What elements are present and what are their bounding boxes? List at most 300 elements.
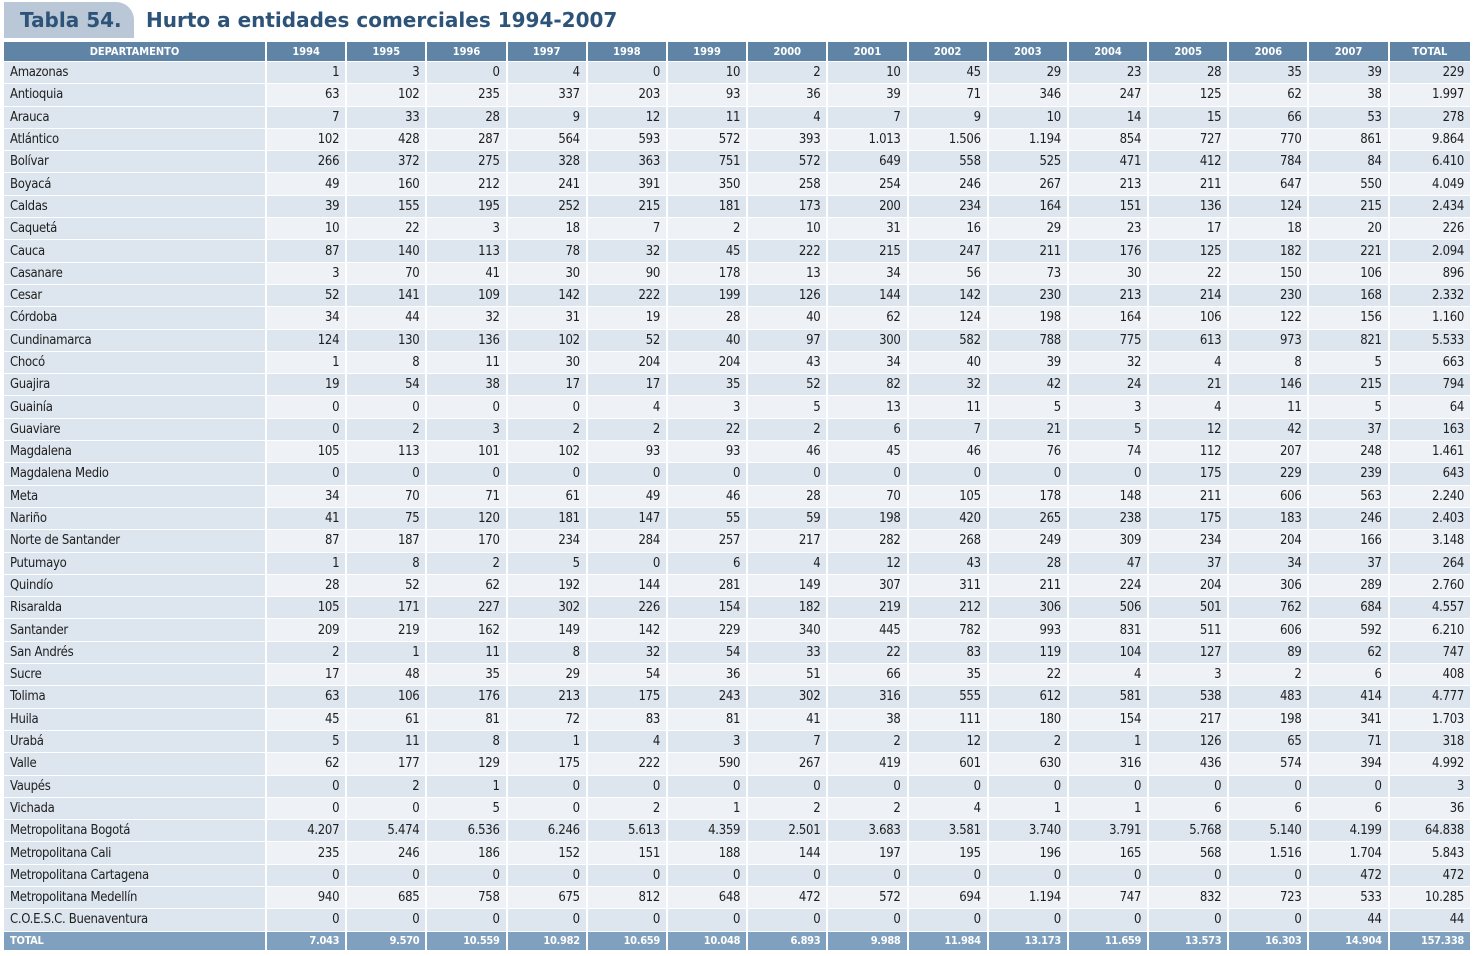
value-cell: 0 bbox=[588, 776, 668, 798]
value-cell: 32 bbox=[588, 240, 668, 262]
value-cell: 74 bbox=[1069, 441, 1149, 463]
value-cell: 20 bbox=[1309, 218, 1389, 240]
value-cell: 211 bbox=[989, 575, 1069, 597]
value-cell: 215 bbox=[828, 240, 908, 262]
value-cell: 243 bbox=[668, 686, 748, 708]
value-cell: 136 bbox=[427, 330, 507, 352]
value-cell: 3 bbox=[1069, 396, 1149, 418]
value-cell: 4.777 bbox=[1390, 686, 1470, 708]
value-cell: 436 bbox=[1149, 753, 1229, 775]
value-cell: 214 bbox=[1149, 285, 1229, 307]
value-cell: 34 bbox=[1229, 553, 1309, 575]
department-cell: Urabá bbox=[4, 731, 267, 753]
value-cell: 0 bbox=[1149, 865, 1229, 887]
value-cell: 4.359 bbox=[668, 820, 748, 842]
value-cell: 215 bbox=[588, 196, 668, 218]
value-cell: 113 bbox=[427, 240, 507, 262]
value-cell: 31 bbox=[508, 307, 588, 329]
value-cell: 204 bbox=[1149, 575, 1229, 597]
value-cell: 0 bbox=[909, 463, 989, 485]
table-row bbox=[4, 330, 1470, 352]
value-cell: 275 bbox=[427, 151, 507, 173]
value-cell: 41 bbox=[427, 263, 507, 285]
value-cell: 550 bbox=[1309, 173, 1389, 195]
value-cell: 8 bbox=[427, 731, 507, 753]
value-cell: 4 bbox=[588, 731, 668, 753]
value-cell: 896 bbox=[1390, 263, 1470, 285]
table-row bbox=[4, 820, 1470, 842]
table-row bbox=[4, 285, 1470, 307]
value-cell: 51 bbox=[748, 664, 828, 686]
value-cell: 125 bbox=[1149, 240, 1229, 262]
value-cell: 252 bbox=[508, 196, 588, 218]
value-cell: 0 bbox=[588, 553, 668, 575]
table-row bbox=[4, 129, 1470, 151]
value-cell: 832 bbox=[1149, 887, 1229, 909]
value-cell: 204 bbox=[588, 352, 668, 374]
value-cell: 34 bbox=[267, 307, 347, 329]
value-cell: 0 bbox=[267, 865, 347, 887]
department-cell: Meta bbox=[4, 486, 267, 508]
value-cell: 2 bbox=[347, 776, 427, 798]
value-cell: 7 bbox=[588, 218, 668, 240]
value-cell: 33 bbox=[347, 107, 427, 129]
value-cell: 337 bbox=[508, 84, 588, 106]
value-cell: 19 bbox=[267, 374, 347, 396]
value-cell: 211 bbox=[1149, 173, 1229, 195]
value-cell: 316 bbox=[1069, 753, 1149, 775]
value-cell: 72 bbox=[508, 709, 588, 731]
value-cell: 198 bbox=[989, 307, 1069, 329]
value-cell: 238 bbox=[1069, 508, 1149, 530]
value-cell: 154 bbox=[668, 597, 748, 619]
value-cell: 8 bbox=[347, 553, 427, 575]
value-cell: 0 bbox=[748, 909, 828, 931]
value-cell: 71 bbox=[427, 486, 507, 508]
table-row bbox=[4, 887, 1470, 909]
value-cell: 675 bbox=[508, 887, 588, 909]
value-cell: 6 bbox=[1309, 664, 1389, 686]
value-cell: 150 bbox=[1229, 263, 1309, 285]
value-cell: 1 bbox=[1069, 731, 1149, 753]
value-cell: 30 bbox=[508, 352, 588, 374]
column-header-2007: 2007 bbox=[1309, 42, 1389, 62]
value-cell: 230 bbox=[989, 285, 1069, 307]
department-cell: Boyacá bbox=[4, 173, 267, 195]
value-cell: 65 bbox=[1229, 731, 1309, 753]
value-cell: 0 bbox=[347, 909, 427, 931]
value-cell: 35 bbox=[668, 374, 748, 396]
value-cell: 747 bbox=[1069, 887, 1149, 909]
value-cell: 54 bbox=[347, 374, 427, 396]
value-cell: 0 bbox=[427, 909, 507, 931]
department-cell: Guajira bbox=[4, 374, 267, 396]
column-header-1996: 1996 bbox=[427, 42, 507, 62]
value-cell: 0 bbox=[508, 396, 588, 418]
value-cell: 59 bbox=[748, 508, 828, 530]
value-cell: 38 bbox=[1309, 84, 1389, 106]
value-cell: 155 bbox=[347, 196, 427, 218]
value-cell: 47 bbox=[1069, 553, 1149, 575]
value-cell: 6 bbox=[1149, 798, 1229, 820]
value-cell: 241 bbox=[508, 173, 588, 195]
value-cell: 3 bbox=[427, 218, 507, 240]
value-cell: 29 bbox=[508, 664, 588, 686]
table-row bbox=[4, 352, 1470, 374]
value-cell: 1.461 bbox=[1390, 441, 1470, 463]
value-cell: 538 bbox=[1149, 686, 1229, 708]
value-cell: 42 bbox=[1229, 419, 1309, 441]
value-cell: 2 bbox=[267, 642, 347, 664]
table-row bbox=[4, 441, 1470, 463]
value-cell: 93 bbox=[668, 441, 748, 463]
department-cell: Valle bbox=[4, 753, 267, 775]
value-cell: 182 bbox=[748, 597, 828, 619]
value-cell: 62 bbox=[828, 307, 908, 329]
value-cell: 106 bbox=[347, 686, 427, 708]
value-cell: 78 bbox=[508, 240, 588, 262]
column-header-1999: 1999 bbox=[668, 42, 748, 62]
value-cell: 45 bbox=[909, 62, 989, 84]
table-row bbox=[4, 553, 1470, 575]
value-cell: 40 bbox=[668, 330, 748, 352]
value-cell: 45 bbox=[267, 709, 347, 731]
value-cell: 0 bbox=[1229, 909, 1309, 931]
table-row bbox=[4, 463, 1470, 485]
value-cell: 590 bbox=[668, 753, 748, 775]
value-cell: 154 bbox=[1069, 709, 1149, 731]
value-cell: 221 bbox=[1309, 240, 1389, 262]
value-cell: 45 bbox=[828, 441, 908, 463]
department-cell: Vaupés bbox=[4, 776, 267, 798]
value-cell: 5 bbox=[1309, 352, 1389, 374]
value-cell: 178 bbox=[668, 263, 748, 285]
value-cell: 782 bbox=[909, 619, 989, 641]
value-cell: 394 bbox=[1309, 753, 1389, 775]
column-header-department: DEPARTAMENTO bbox=[4, 42, 267, 62]
value-cell: 0 bbox=[748, 463, 828, 485]
value-cell: 4.049 bbox=[1390, 173, 1470, 195]
value-cell: 175 bbox=[1149, 508, 1229, 530]
value-cell: 33 bbox=[748, 642, 828, 664]
value-cell: 300 bbox=[828, 330, 908, 352]
value-cell: 22 bbox=[989, 664, 1069, 686]
value-cell: 170 bbox=[427, 530, 507, 552]
value-cell: 165 bbox=[1069, 842, 1149, 864]
department-cell: Arauca bbox=[4, 107, 267, 129]
value-cell: 171 bbox=[347, 597, 427, 619]
value-cell: 445 bbox=[828, 619, 908, 641]
value-cell: 83 bbox=[909, 642, 989, 664]
value-cell: 0 bbox=[668, 776, 748, 798]
value-cell: 62 bbox=[1309, 642, 1389, 664]
value-cell: 8 bbox=[347, 352, 427, 374]
value-cell: 49 bbox=[588, 486, 668, 508]
value-cell: 52 bbox=[347, 575, 427, 597]
total-value-cell: 16.303 bbox=[1229, 932, 1309, 951]
table-number-tab: Tabla 54. bbox=[4, 2, 134, 38]
value-cell: 28 bbox=[1149, 62, 1229, 84]
value-cell: 234 bbox=[1149, 530, 1229, 552]
value-cell: 217 bbox=[748, 530, 828, 552]
value-cell: 311 bbox=[909, 575, 989, 597]
value-cell: 0 bbox=[1149, 776, 1229, 798]
department-cell: Cauca bbox=[4, 240, 267, 262]
value-cell: 4 bbox=[1149, 396, 1229, 418]
value-cell: 102 bbox=[508, 441, 588, 463]
department-cell: Santander bbox=[4, 619, 267, 641]
department-cell: Cundinamarca bbox=[4, 330, 267, 352]
value-cell: 2.434 bbox=[1390, 196, 1470, 218]
value-cell: 0 bbox=[267, 798, 347, 820]
department-cell: Magdalena Medio bbox=[4, 463, 267, 485]
value-cell: 306 bbox=[989, 597, 1069, 619]
value-cell: 222 bbox=[588, 285, 668, 307]
value-cell: 195 bbox=[427, 196, 507, 218]
value-cell: 10 bbox=[828, 62, 908, 84]
value-cell: 36 bbox=[668, 664, 748, 686]
value-cell: 0 bbox=[989, 776, 1069, 798]
value-cell: 5 bbox=[989, 396, 1069, 418]
value-cell: 112 bbox=[1149, 441, 1229, 463]
value-cell: 5 bbox=[508, 553, 588, 575]
value-cell: 246 bbox=[1309, 508, 1389, 530]
value-cell: 63 bbox=[267, 84, 347, 106]
value-cell: 31 bbox=[828, 218, 908, 240]
value-cell: 90 bbox=[588, 263, 668, 285]
value-cell: 3 bbox=[668, 731, 748, 753]
value-cell: 4 bbox=[1149, 352, 1229, 374]
value-cell: 6.410 bbox=[1390, 151, 1470, 173]
value-cell: 142 bbox=[508, 285, 588, 307]
table-row bbox=[4, 107, 1470, 129]
value-cell: 219 bbox=[828, 597, 908, 619]
table-row bbox=[4, 530, 1470, 552]
value-cell: 3.740 bbox=[989, 820, 1069, 842]
value-cell: 5.843 bbox=[1390, 842, 1470, 864]
value-cell: 472 bbox=[1390, 865, 1470, 887]
value-cell: 227 bbox=[427, 597, 507, 619]
value-cell: 73 bbox=[989, 263, 1069, 285]
value-cell: 177 bbox=[347, 753, 427, 775]
value-cell: 0 bbox=[427, 396, 507, 418]
value-cell: 5.768 bbox=[1149, 820, 1229, 842]
value-cell: 113 bbox=[347, 441, 427, 463]
value-cell: 289 bbox=[1309, 575, 1389, 597]
value-cell: 248 bbox=[1309, 441, 1389, 463]
value-cell: 173 bbox=[748, 196, 828, 218]
value-cell: 164 bbox=[1069, 307, 1149, 329]
value-cell: 0 bbox=[508, 463, 588, 485]
value-cell: 4 bbox=[748, 107, 828, 129]
value-cell: 0 bbox=[1069, 865, 1149, 887]
value-cell: 120 bbox=[427, 508, 507, 530]
value-cell: 122 bbox=[1229, 307, 1309, 329]
value-cell: 35 bbox=[1229, 62, 1309, 84]
value-cell: 18 bbox=[1229, 218, 1309, 240]
value-cell: 45 bbox=[668, 240, 748, 262]
value-cell: 0 bbox=[508, 798, 588, 820]
department-cell: Putumayo bbox=[4, 553, 267, 575]
value-cell: 4 bbox=[1069, 664, 1149, 686]
value-cell: 21 bbox=[1149, 374, 1229, 396]
table-row bbox=[4, 909, 1470, 931]
value-cell: 226 bbox=[588, 597, 668, 619]
value-cell: 246 bbox=[909, 173, 989, 195]
value-cell: 192 bbox=[508, 575, 588, 597]
value-cell: 861 bbox=[1309, 129, 1389, 151]
value-cell: 199 bbox=[668, 285, 748, 307]
value-cell: 219 bbox=[347, 619, 427, 641]
department-cell: Caquetá bbox=[4, 218, 267, 240]
value-cell: 160 bbox=[347, 173, 427, 195]
value-cell: 663 bbox=[1390, 352, 1470, 374]
column-header-2002: 2002 bbox=[909, 42, 989, 62]
value-cell: 483 bbox=[1229, 686, 1309, 708]
value-cell: 151 bbox=[588, 842, 668, 864]
value-cell: 0 bbox=[588, 865, 668, 887]
value-cell: 10 bbox=[748, 218, 828, 240]
value-cell: 758 bbox=[427, 887, 507, 909]
table-row bbox=[4, 865, 1470, 887]
value-cell: 141 bbox=[347, 285, 427, 307]
value-cell: 124 bbox=[267, 330, 347, 352]
value-cell: 3 bbox=[1149, 664, 1229, 686]
value-cell: 1.703 bbox=[1390, 709, 1470, 731]
value-cell: 420 bbox=[909, 508, 989, 530]
value-cell: 0 bbox=[427, 463, 507, 485]
value-cell: 1 bbox=[347, 642, 427, 664]
value-cell: 196 bbox=[989, 842, 1069, 864]
value-cell: 0 bbox=[427, 62, 507, 84]
value-cell: 24 bbox=[1069, 374, 1149, 396]
value-cell: 267 bbox=[989, 173, 1069, 195]
value-cell: 32 bbox=[427, 307, 507, 329]
value-cell: 87 bbox=[267, 240, 347, 262]
value-cell: 62 bbox=[427, 575, 507, 597]
table-row bbox=[4, 575, 1470, 597]
value-cell: 940 bbox=[267, 887, 347, 909]
value-cell: 0 bbox=[748, 865, 828, 887]
department-cell: Chocó bbox=[4, 352, 267, 374]
value-cell: 34 bbox=[267, 486, 347, 508]
value-cell: 102 bbox=[347, 84, 427, 106]
value-cell: 2.760 bbox=[1390, 575, 1470, 597]
value-cell: 0 bbox=[828, 463, 908, 485]
value-cell: 2 bbox=[1229, 664, 1309, 686]
table-header-row bbox=[4, 42, 1470, 62]
value-cell: 18 bbox=[508, 218, 588, 240]
value-cell: 281 bbox=[668, 575, 748, 597]
value-cell: 302 bbox=[748, 686, 828, 708]
value-cell: 181 bbox=[668, 196, 748, 218]
value-cell: 22 bbox=[828, 642, 908, 664]
value-cell: 186 bbox=[427, 842, 507, 864]
value-cell: 56 bbox=[909, 263, 989, 285]
department-cell: Huila bbox=[4, 709, 267, 731]
value-cell: 821 bbox=[1309, 330, 1389, 352]
value-cell: 0 bbox=[909, 909, 989, 931]
value-cell: 775 bbox=[1069, 330, 1149, 352]
value-cell: 195 bbox=[909, 842, 989, 864]
value-cell: 70 bbox=[347, 263, 427, 285]
value-cell: 3.791 bbox=[1069, 820, 1149, 842]
value-cell: 178 bbox=[989, 486, 1069, 508]
value-cell: 144 bbox=[828, 285, 908, 307]
value-cell: 30 bbox=[1069, 263, 1149, 285]
value-cell: 572 bbox=[748, 151, 828, 173]
value-cell: 176 bbox=[1069, 240, 1149, 262]
table-row bbox=[4, 218, 1470, 240]
value-cell: 142 bbox=[588, 619, 668, 641]
value-cell: 105 bbox=[909, 486, 989, 508]
value-cell: 197 bbox=[828, 842, 908, 864]
department-cell: Cesar bbox=[4, 285, 267, 307]
value-cell: 32 bbox=[1069, 352, 1149, 374]
value-cell: 0 bbox=[909, 865, 989, 887]
value-cell: 3 bbox=[347, 62, 427, 84]
value-cell: 6 bbox=[828, 419, 908, 441]
value-cell: 209 bbox=[267, 619, 347, 641]
value-cell: 606 bbox=[1229, 486, 1309, 508]
value-cell: 55 bbox=[668, 508, 748, 530]
column-header-1994: 1994 bbox=[267, 42, 347, 62]
value-cell: 2.332 bbox=[1390, 285, 1470, 307]
value-cell: 307 bbox=[828, 575, 908, 597]
value-cell: 0 bbox=[828, 776, 908, 798]
value-cell: 525 bbox=[989, 151, 1069, 173]
value-cell: 212 bbox=[909, 597, 989, 619]
value-cell: 5 bbox=[427, 798, 507, 820]
value-cell: 5.140 bbox=[1229, 820, 1309, 842]
value-cell: 239 bbox=[1309, 463, 1389, 485]
value-cell: 61 bbox=[347, 709, 427, 731]
value-cell: 211 bbox=[989, 240, 1069, 262]
value-cell: 102 bbox=[267, 129, 347, 151]
value-cell: 2 bbox=[668, 218, 748, 240]
value-cell: 11 bbox=[909, 396, 989, 418]
department-cell: Caldas bbox=[4, 196, 267, 218]
value-cell: 36 bbox=[748, 84, 828, 106]
value-cell: 7 bbox=[748, 731, 828, 753]
value-cell: 89 bbox=[1229, 642, 1309, 664]
value-cell: 82 bbox=[828, 374, 908, 396]
value-cell: 83 bbox=[588, 709, 668, 731]
value-cell: 29 bbox=[989, 218, 1069, 240]
value-cell: 1 bbox=[989, 798, 1069, 820]
value-cell: 15 bbox=[1149, 107, 1229, 129]
value-cell: 200 bbox=[828, 196, 908, 218]
department-cell: Norte de Santander bbox=[4, 530, 267, 552]
total-label-cell: TOTAL bbox=[4, 932, 267, 951]
value-cell: 54 bbox=[588, 664, 668, 686]
value-cell: 222 bbox=[588, 753, 668, 775]
value-cell: 812 bbox=[588, 887, 668, 909]
value-cell: 44 bbox=[347, 307, 427, 329]
value-cell: 62 bbox=[1229, 84, 1309, 106]
value-cell: 11 bbox=[1229, 396, 1309, 418]
value-cell: 2 bbox=[989, 731, 1069, 753]
value-cell: 9 bbox=[909, 107, 989, 129]
column-header-1997: 1997 bbox=[508, 42, 588, 62]
value-cell: 5.533 bbox=[1390, 330, 1470, 352]
value-cell: 606 bbox=[1229, 619, 1309, 641]
value-cell: 175 bbox=[508, 753, 588, 775]
value-cell: 84 bbox=[1309, 151, 1389, 173]
department-cell: San Andrés bbox=[4, 642, 267, 664]
department-cell: Metropolitana Cartagena bbox=[4, 865, 267, 887]
value-cell: 81 bbox=[427, 709, 507, 731]
